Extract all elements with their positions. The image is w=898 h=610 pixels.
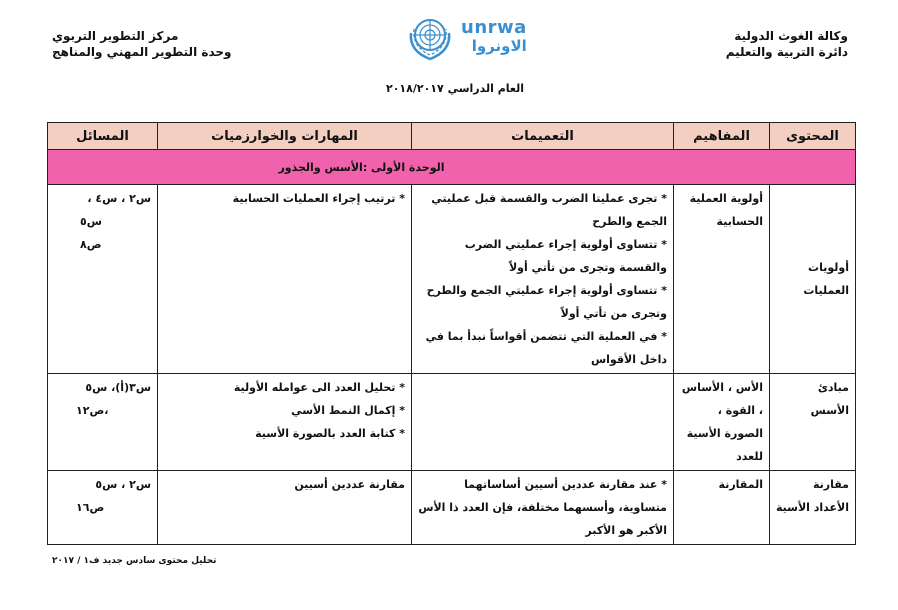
problems-cell [48,374,158,471]
table-header-row [48,123,856,150]
generalization-item: * في العملية التي تتضمن أقواساً نبدأ بما في داخل الأقواس [425,330,667,366]
skills-cell [158,185,412,374]
generalization-item: * عند مقارنة عددين أسيين أساساتهما متساوية، وأسسهما مختلفة، فإن العدد ذا الأس الأكبر هو الأكبر [418,478,667,537]
department-name: دائرة التربية والتعليم [725,45,848,59]
table-row [48,374,856,471]
problem-ref: س٥ [80,215,102,228]
agency-header [628,28,848,60]
center-name: مركز التطوير التربوي [52,29,179,43]
column-header-content: المحتوى [770,123,856,150]
skills-cell [158,374,412,471]
skill-item: * إكمال النمط الأسي [291,404,405,417]
skill-item: * ترتيب إجراء العمليات الحسابية [232,192,405,205]
content-cell: مقارنة الأعداد الأسية [770,471,856,545]
logo-text-en: unrwa [461,17,527,38]
content-cell: مبادئ الأسس [770,374,856,471]
generalization-item: * تتساوى أولوية إجراء عمليتي الجمع والطرح وتجرى من تأتي أولاً [426,284,667,320]
content-analysis-table [47,122,856,545]
problem-ref: ص١٦ [76,501,105,514]
academic-year: العام الدراسي ٢٠١٨/٢٠١٧ [386,82,524,95]
logo-text-ar: الاونروا [471,37,527,55]
column-header-problems: المسائل [48,123,158,150]
generalization-item: * تتساوى أولوية إجراء عمليتي الضرب والقسمة وتجرى من تأتي أولاً [464,238,667,274]
skills-cell [158,471,412,545]
center-header [52,28,282,60]
concepts-cell: الأس ، الأساس ، القوة ، الصورة الأسية للعدد [674,374,770,471]
concepts-cell: أولوية العملية الحسابية [674,185,770,374]
skill-item: مقارنة عددين أسيين [294,478,405,491]
unit-name: وحدة التطوير المهني والمناهج [52,45,232,59]
column-header-skills: المهارات والخوارزميات [158,123,412,150]
skill-item: * تحليل العدد الى عوامله الأولية [233,381,405,394]
problems-cell [48,185,158,374]
un-emblem-icon [405,13,455,63]
unit-title: الوحدة الأولى :الأسس والجذور [278,160,445,174]
generalizations-cell [412,185,674,374]
unrwa-logo [395,13,570,65]
problem-ref: س٣(أ)، س٥ [85,381,151,394]
table-row [48,471,856,545]
problem-ref: ،ص١٢ [76,404,109,417]
generalizations-cell [412,471,674,545]
logo-text [461,19,527,55]
concepts-cell: المقارنة [674,471,770,545]
column-header-generalizations: التعميمات [412,123,674,150]
generalizations-cell [412,374,674,471]
problem-ref: ص٨ [80,238,102,251]
problem-ref: س٢ ، س٤ ، [87,192,151,205]
agency-name: وكالة الغوث الدولية [734,29,848,43]
problem-ref: س٢ ، س٥ [95,478,151,491]
skill-item: * كتابة العدد بالصورة الأسية [255,427,405,440]
column-header-concepts: المفاهيم [674,123,770,150]
generalization-item: * تجرى عمليتا الضرب والقسمة قبل عمليتي الجمع والطرح [431,192,667,228]
table-row [48,185,856,374]
content-cell: أولويات العمليات [770,185,856,374]
page-footer: تحليل محتوى سادس جديد ف١ / ٢٠١٧ [52,556,217,566]
problems-cell [48,471,158,545]
unit-title-row [48,150,856,185]
